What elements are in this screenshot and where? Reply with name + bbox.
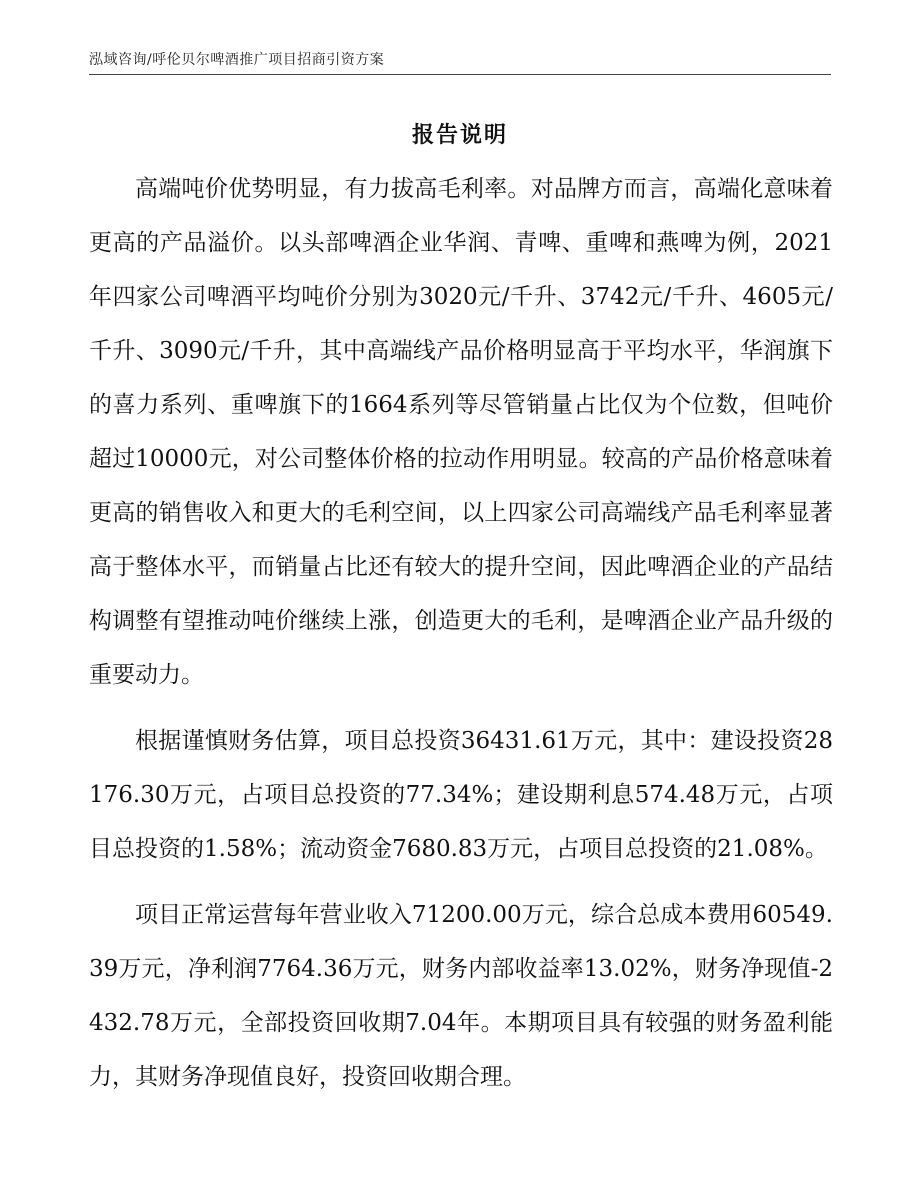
paragraph-investment-estimate: 根据谨慎财务估算，项目总投资36431.61万元，其中：建设投资28176.30万元，占项目总投资的77.34%；建设期利息574.48万元，占项目总投资的1.58%；流动资金7680.83万元，占项目总投资的21.08%。 (89, 728, 833, 862)
header-divider (89, 74, 831, 75)
running-header: 泓域咨询/呼伦贝尔啤酒推广项目招商引资方案 (89, 52, 385, 68)
paragraph-market-analysis: 高端吨价优势明显，有力拔高毛利率。对品牌方而言，高端化意味着更高的产品溢价。以头部啤酒企业华润、青啤、重啤和燕啤为例，2021年四家公司啤酒平均吨价分别为3020元/千升、3742元/千升、4605元/千升、3090元/千升，其中高端线产品价格明显高于平均水平，华润旗下的喜力系列、重啤旗下的1664系列等尽管销量占比仅为个位数，但吨价超过10000元，对公司整体价格的拉动作用明显。较高的产品价格意味着更高的销售收入和更大的毛利空间，以上四家公司高端线产品毛利率显著高于整体水平，而销量占比还有较大的提升空间，因此啤酒企业的产品结构调整有望推动吨价继续上涨，创造更大的毛利，是啤酒企业产品升级的重要动力。 (89, 176, 833, 688)
page-title: 报告说明 (411, 122, 508, 148)
paragraph-financial-returns: 项目正常运营每年营业收入71200.00万元，综合总成本费用60549.39万元，净利润7764.36万元，财务内部收益率13.02%，财务净现值-2432.78万元，全部投资回收期7.04年。本期项目具有较强的财务盈利能力，其财务净现值良好，投资回收期合理。 (89, 902, 833, 1090)
report-body (89, 162, 833, 1104)
